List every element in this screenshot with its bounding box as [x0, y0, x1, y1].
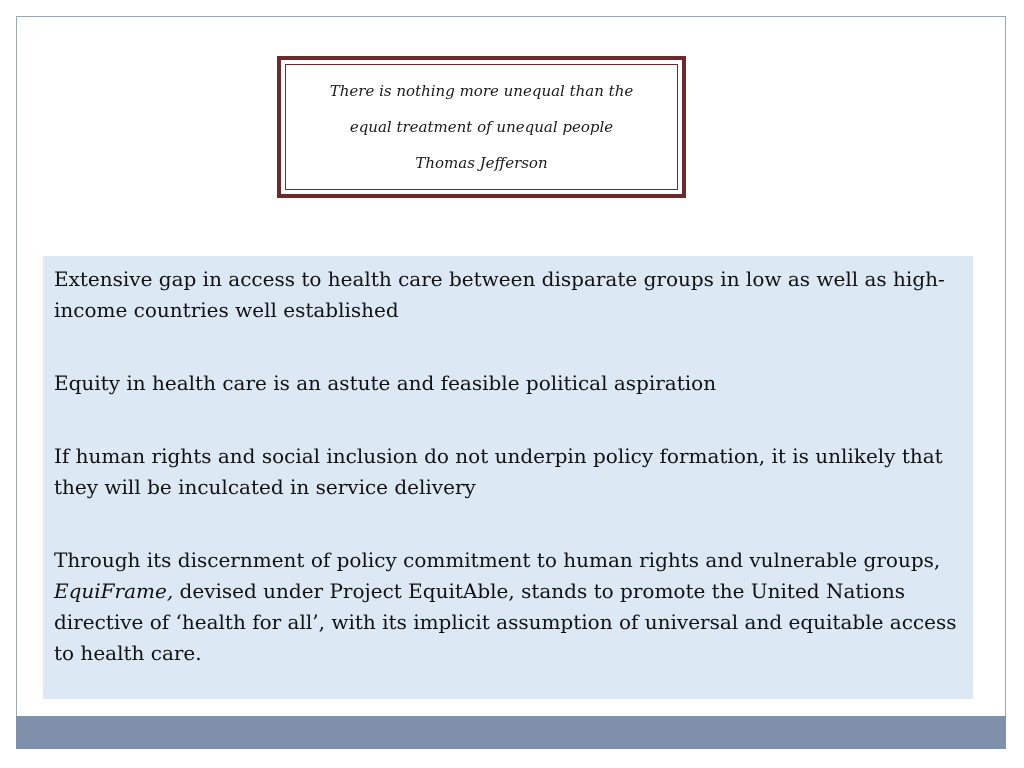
paragraph-equiframe [54, 545, 961, 669]
quote-line-1: There is nothing more unequal than the [329, 82, 634, 100]
paragraph-equiframe-after: devised under Project EquitAble, stands to promote the United Nations directive of ‘health for all’, with its implicit assumption of universal and equitable access to health care. [54, 579, 957, 665]
equiframe-emphasis: EquiFrame, [54, 579, 174, 603]
quote-line-2: equal treatment of unequal people [349, 118, 614, 136]
quote-author: Thomas Jefferson [415, 154, 548, 172]
paragraph-human-rights: If human rights and social inclusion do not underpin policy formation, it is unlikely that they will be inculcated in service delivery [54, 444, 943, 499]
paragraph-equity: Equity in health care is an astute and feasible political aspiration [54, 371, 717, 395]
footer-bar [16, 716, 1006, 749]
paragraph-access-gap: Extensive gap in access to health care between disparate groups in low as well as high-income countries well established [54, 267, 945, 322]
paragraph-equiframe-before: Through its discernment of policy commitment to human rights and vulnerable groups, [54, 548, 941, 572]
content-box [43, 256, 973, 699]
quote-box [277, 56, 686, 198]
quote-inner-frame [285, 64, 678, 190]
